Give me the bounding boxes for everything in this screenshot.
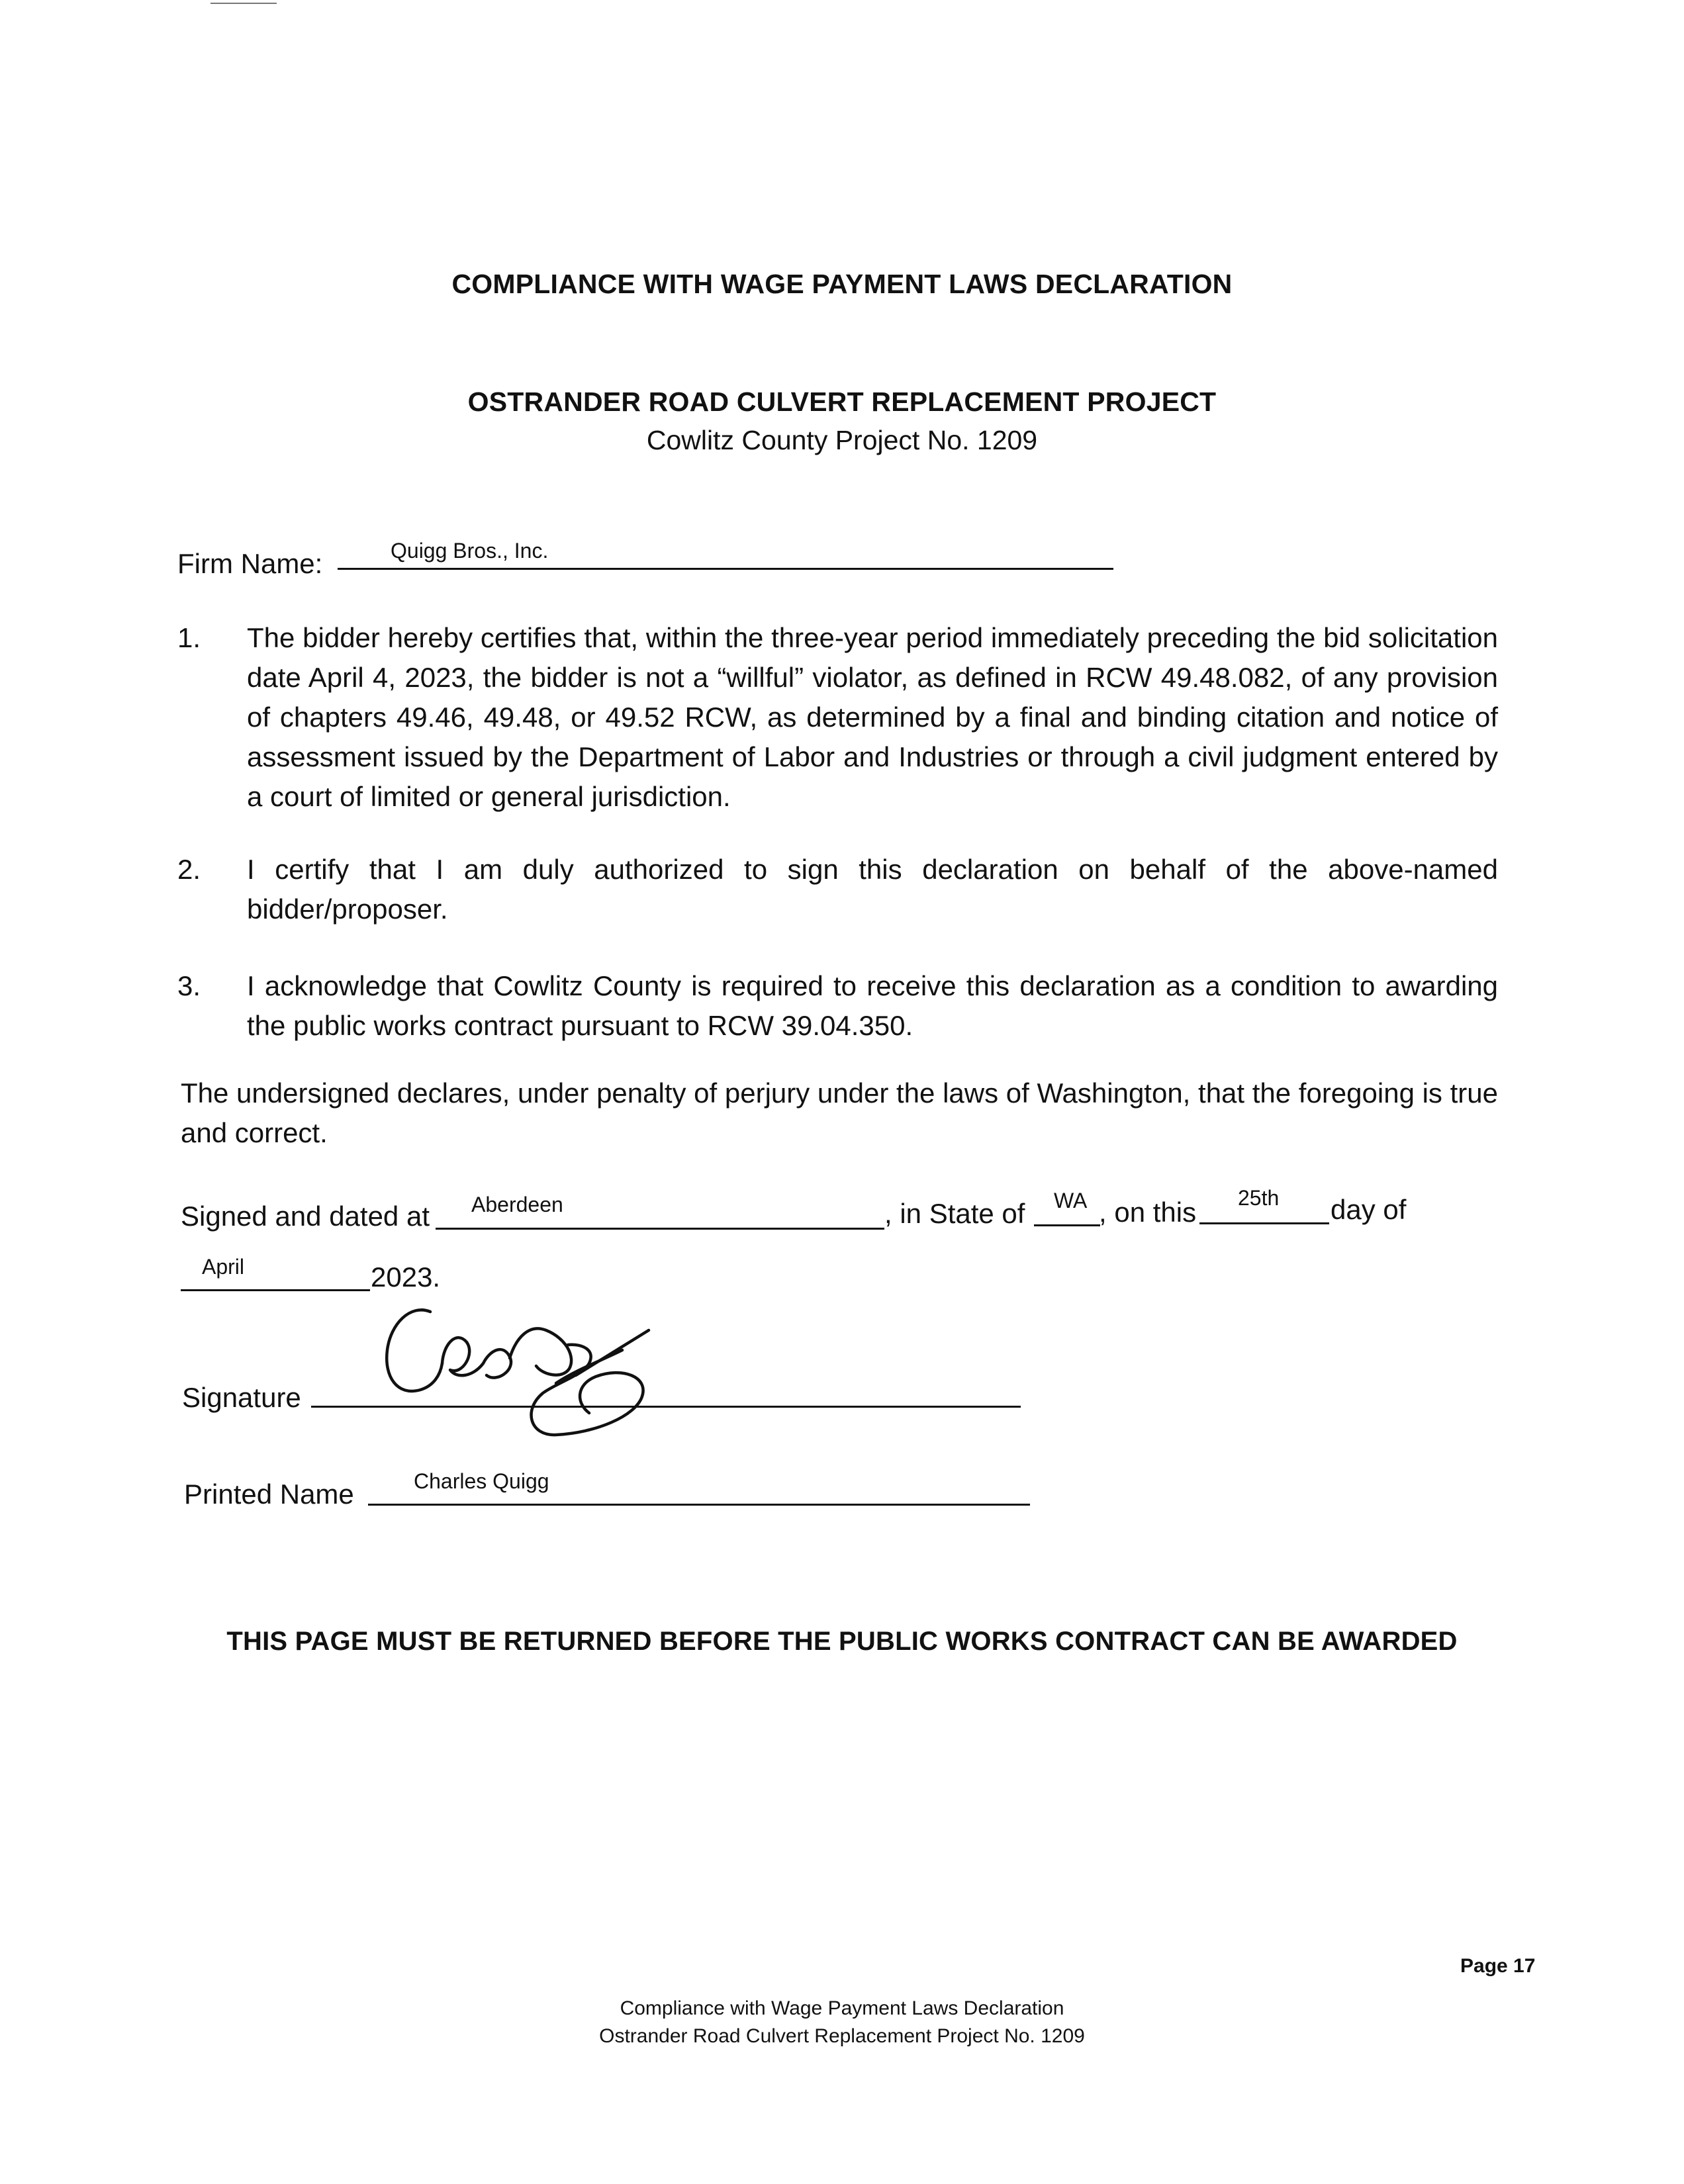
- printed-name-line: [368, 1504, 1030, 1506]
- day-of-label: day of: [1331, 1194, 1407, 1225]
- signature-label: Signature: [182, 1382, 301, 1413]
- item-number: 2.: [177, 854, 201, 885]
- item-text: I acknowledge that Cowlitz County is required to receive this declaration as a condition to awarding the public works contract pursuant to RCW 39.04.350.: [247, 970, 1498, 1041]
- day-line: [1199, 1222, 1329, 1224]
- on-this-label: , on this: [1099, 1197, 1197, 1228]
- printed-name-value: Charles Quigg: [414, 1469, 549, 1493]
- item-text: I certify that I am duly authorized to sign this declaration on behalf of the above-named bidder/proposer.: [247, 854, 1498, 925]
- footer-title: Compliance with Wage Payment Laws Declaration: [620, 1997, 1064, 2019]
- year-label: 2023.: [371, 1261, 441, 1293]
- state-line: [1034, 1224, 1100, 1226]
- firm-name-line: [338, 568, 1113, 570]
- footer-project: Ostrander Road Culvert Replacement Project No. 1209: [599, 2025, 1085, 2047]
- day-value: 25th: [1238, 1186, 1280, 1210]
- signed-at-label: Signed and dated at: [181, 1201, 430, 1232]
- firm-name-label: Firm Name:: [177, 548, 323, 579]
- firm-name-value: Quigg Bros., Inc.: [391, 539, 549, 563]
- project-title: OSTRANDER ROAD CULVERT REPLACEMENT PROJECT: [467, 387, 1217, 417]
- project-number: Cowlitz County Project No. 1209: [646, 425, 1038, 455]
- month-value: April: [202, 1255, 245, 1279]
- document-title: COMPLIANCE WITH WAGE PAYMENT LAWS DECLARATION: [451, 269, 1233, 299]
- signed-at-value: Aberdeen: [471, 1193, 563, 1216]
- signed-at-line: [436, 1228, 884, 1230]
- item-number: 1.: [177, 622, 201, 653]
- declaration-statement: The undersigned declares, under penalty of perjury under the laws of Washington, that the foregoing is true and correct.: [181, 1077, 1498, 1148]
- handwritten-signature: [357, 1297, 728, 1469]
- scan-mark: [210, 3, 277, 4]
- item-text: The bidder hereby certifies that, within the three-year period immediately preceding the bid solicitation date April 4, 2023, the bidder is not a “willful” violator, as defined in RCW 49.48.082, of any provision of chapters 49.46, 49.48, or 49.52 RCW, as determined by a final and binding citation and notice of assessment issued by the Department of Labor and Industries or through a civil judgment entered by a court of limited or general jurisdiction.: [247, 622, 1498, 812]
- return-notice: THIS PAGE MUST BE RETURNED BEFORE THE PUBLIC WORKS CONTRACT CAN BE AWARDED: [226, 1627, 1458, 1656]
- printed-name-label: Printed Name: [184, 1479, 354, 1510]
- month-line: [181, 1289, 370, 1291]
- item-number: 3.: [177, 970, 201, 1001]
- state-value: WA: [1054, 1189, 1088, 1212]
- state-label: , in State of: [884, 1198, 1025, 1229]
- page-number: Page 17: [1460, 1955, 1536, 1977]
